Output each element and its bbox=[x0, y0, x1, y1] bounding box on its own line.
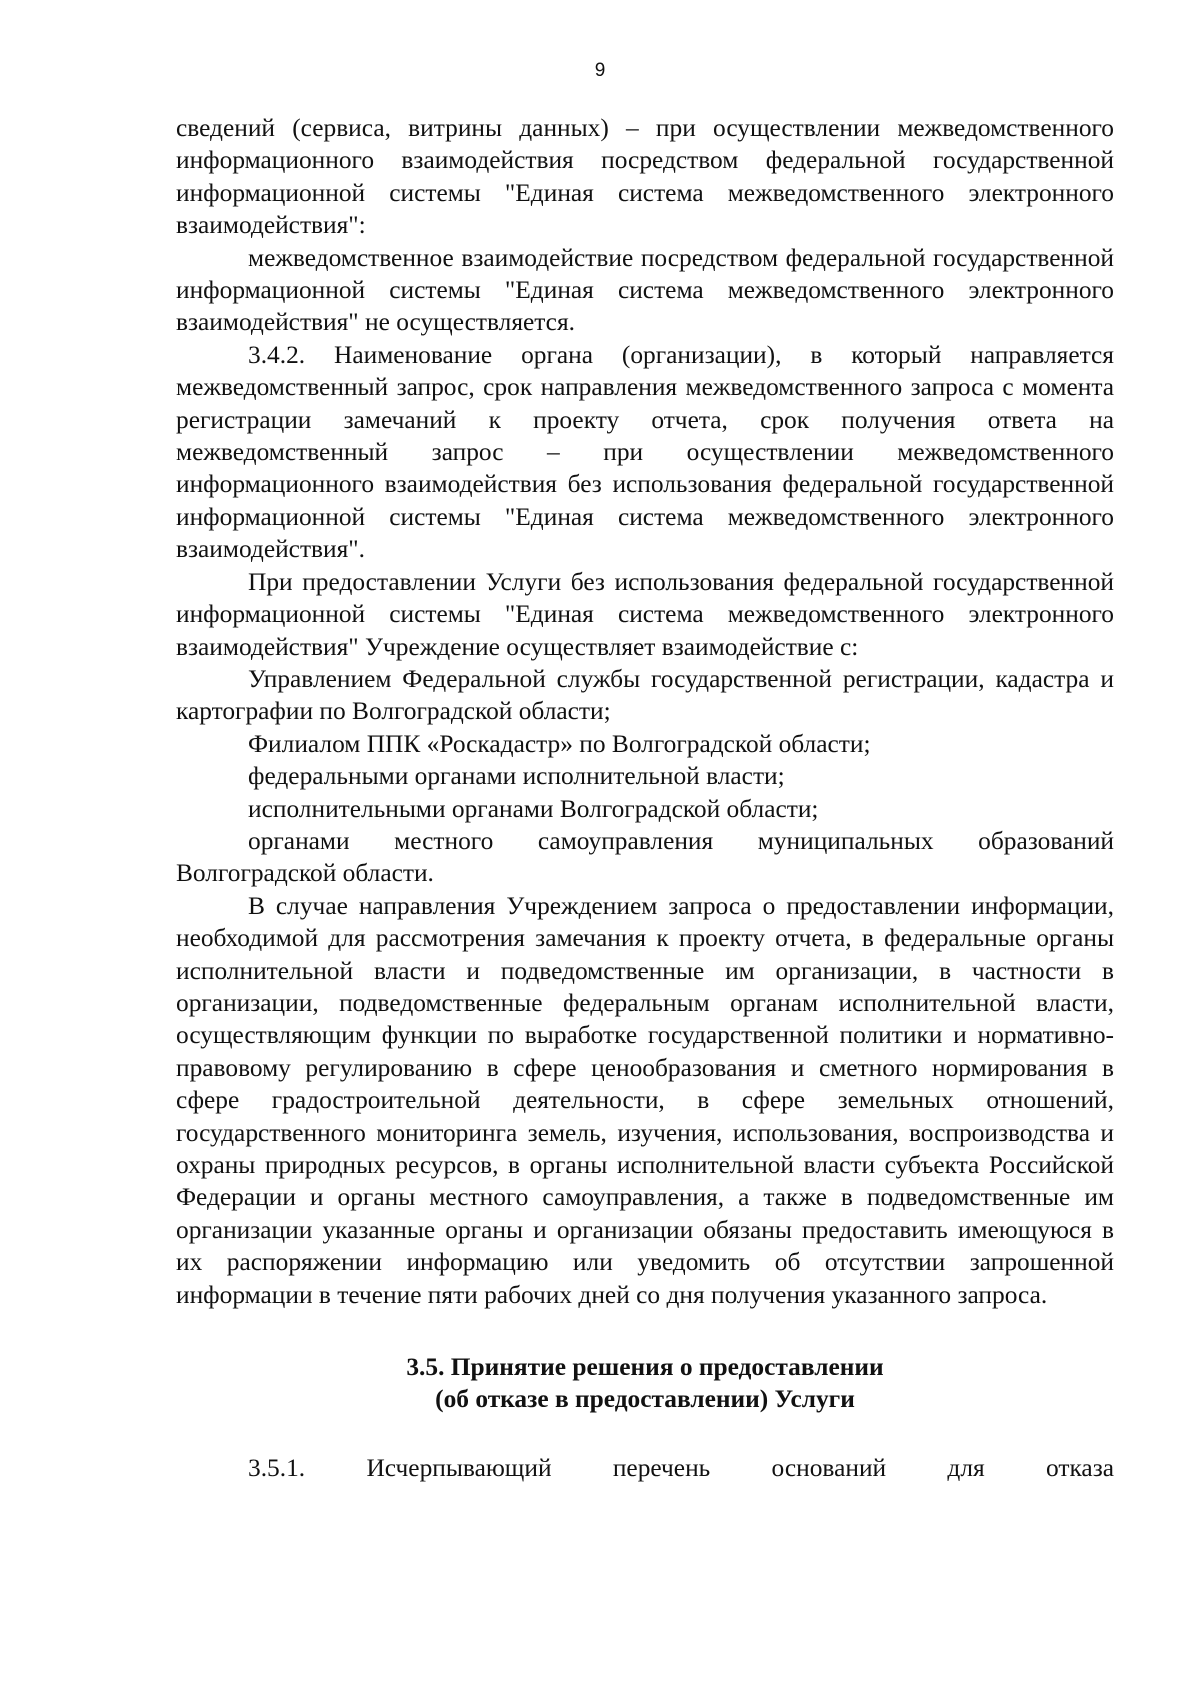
paragraph-0: сведений (сервиса, витрины данных) – при осуществлении межведомственного информационного взаимодействия посредством федеральной государственной информационной системы "Единая система межведомственного электронного взаимодействия": bbox=[176, 114, 1114, 240]
paragraph-4: Управлением Федеральной службы государственной регистрации, кадастра и картографии по Волгоградской области; bbox=[176, 664, 1114, 726]
paragraph-1: межведомственное взаимодействие посредством федеральной государственной информационной системы "Единая система межведомственного электронного взаимодействия" не осуществляется. bbox=[176, 243, 1114, 337]
final-paragraph: 3.5.1. Исчерпывающий перечень оснований для отказа bbox=[248, 1453, 1114, 1482]
paragraph-6: федеральными органами исполнительной власти; bbox=[248, 762, 785, 791]
paragraph-3: При предоставлении Услуги без использования федеральной государственной информационной системы "Единая система межведомственного электронного взаимодействия" Учреждение осуществляет взаимодействие с: bbox=[176, 567, 1114, 661]
document-body bbox=[176, 112, 1114, 1484]
paragraph-2: 3.4.2. Наименование органа (организации), в который направляется межведомственный запрос, срок направления межведомственного запроса с момента регистрации замечаний к проекту отчета, срок получения ответа на межведомственный запрос – при осуществлении межведомственного информационного взаимодействия без использования федеральной государственной информационной системы "Единая система межведомственного электронного взаимодействия". bbox=[176, 340, 1114, 564]
section-heading-line2: (об отказе в предоставлении) Услуги bbox=[435, 1385, 855, 1414]
paragraph-5: Филиалом ППК «Роскадастр» по Волгоградской области; bbox=[248, 729, 871, 758]
paragraph-8: органами местного самоуправления муниципальных образований Волгоградской области. bbox=[176, 826, 1114, 888]
page-number: 9 bbox=[594, 60, 606, 81]
section-heading-line1: 3.5. Принятие решения о предоставлении bbox=[406, 1353, 884, 1382]
paragraph-7: исполнительными органами Волгоградской области; bbox=[248, 794, 819, 823]
paragraph-9: В случае направления Учреждением запроса о предоставлении информации, необходимой для рассмотрения замечания к проекту отчета, в федеральные органы исполнительной власти и подведомственные им организации, в частности в организации, подведомственные федеральным органам исполнительной власти, осуществляющим функции по выработке государственной политики и нормативно-правовому регулированию в сфере ценообразования и сметного нормирования в сфере градостроительной деятельности, в сфере земельных отношений, государственного мониторинга земель, изучения, использования, воспроизводства и охраны природных ресурсов, в органы исполнительной власти субъекта Российской Федерации и органы местного самоуправления, а также в подведомственные им организации указанные органы и организации обязаны предоставить имеющуюся в их распоряжении информацию или уведомить об отсутствии запрошенной информации в течение пяти рабочих дней со дня получения указанного запроса. bbox=[176, 891, 1114, 1309]
section-heading bbox=[176, 1351, 1114, 1416]
